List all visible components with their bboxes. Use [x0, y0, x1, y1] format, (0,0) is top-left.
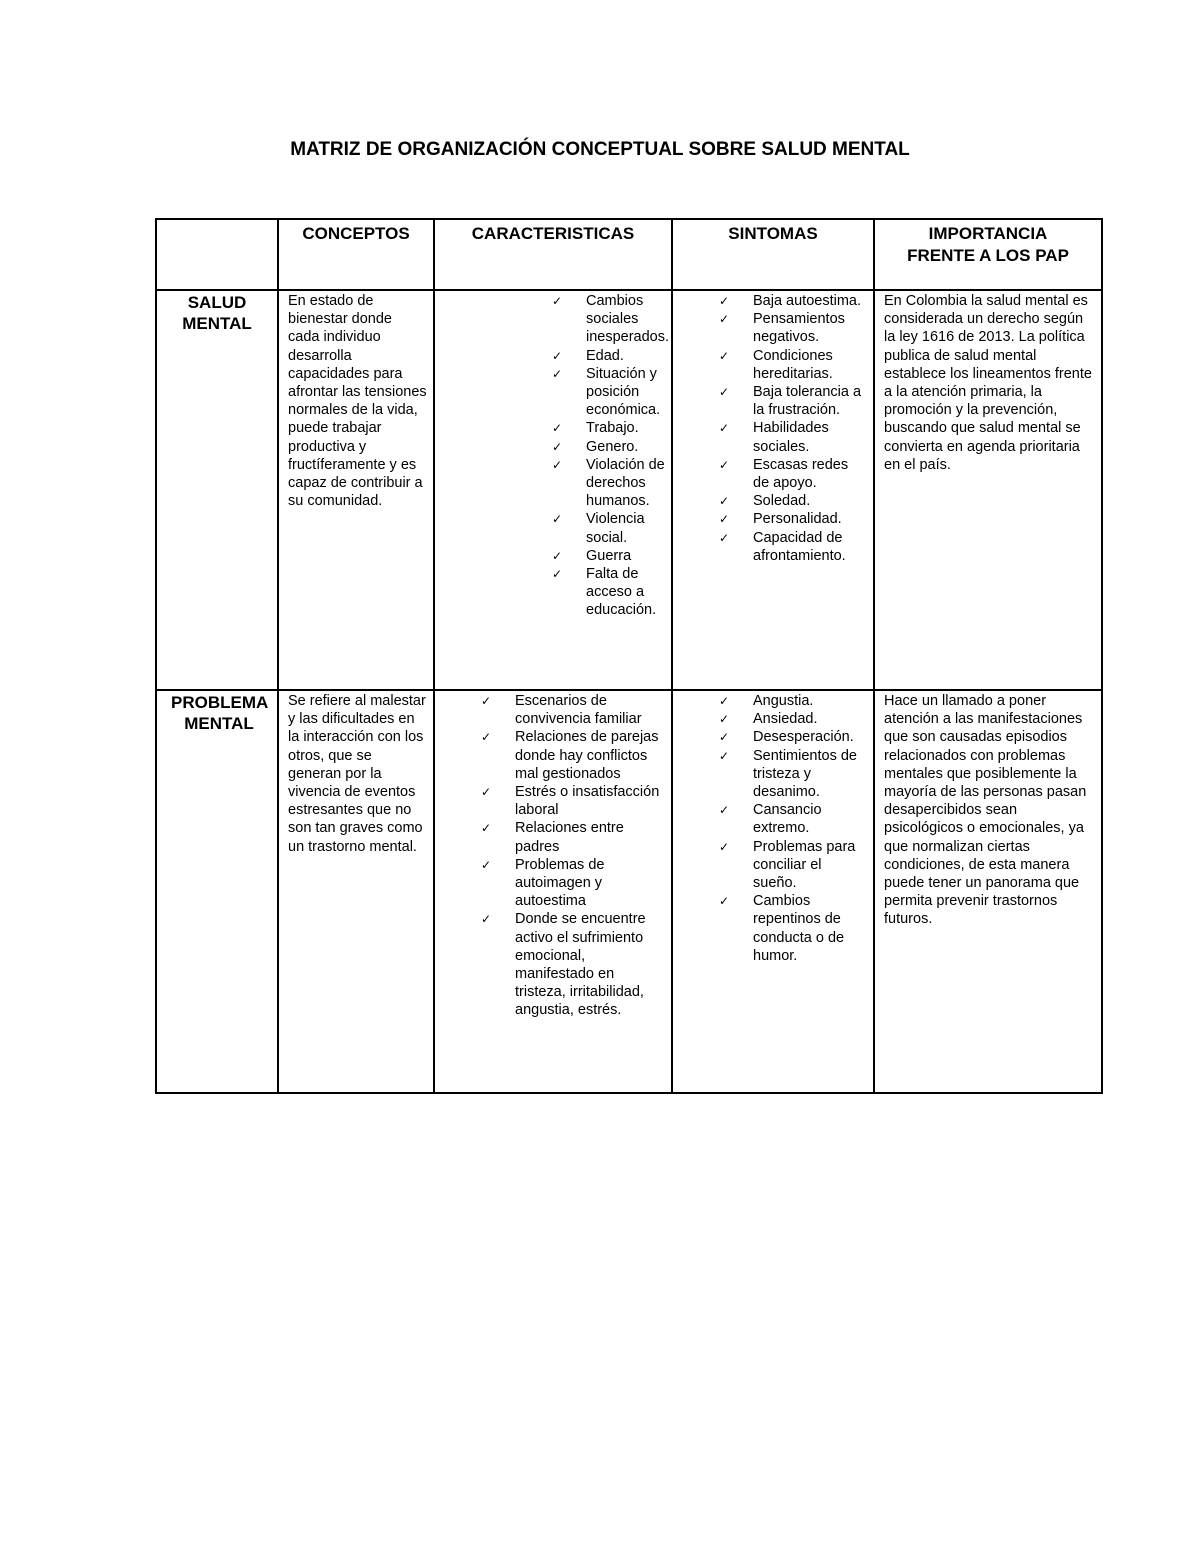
- document-title: MATRIZ DE ORGANIZACIÓN CONCEPTUAL SOBRE SALUD MENTAL: [290, 139, 910, 160]
- list-item: [719, 710, 867, 728]
- header-importancia: IMPORTANCIA FRENTE A LOS PAP: [874, 219, 1102, 290]
- caracteristicas-list: [435, 292, 671, 620]
- header-caracteristicas: CARACTERISTICAS: [434, 219, 672, 290]
- checkmark-icon: ✓: [552, 567, 563, 582]
- list-item-text: Pensamientos negativos.: [753, 311, 845, 346]
- checkmark-icon: ✓: [719, 530, 730, 545]
- list-item: [719, 310, 867, 346]
- list-item: [719, 747, 867, 802]
- checkmark-icon: ✓: [481, 694, 492, 708]
- list-item: [719, 510, 867, 528]
- header-sintomas: SINTOMAS: [672, 219, 874, 290]
- checkmark-icon: ✓: [719, 839, 730, 854]
- list-item: [719, 347, 867, 383]
- checkmark-icon: ✓: [719, 694, 730, 708]
- list-item: [481, 728, 665, 783]
- checkmark-icon: ✓: [552, 366, 563, 381]
- checkmark-icon: ✓: [719, 421, 730, 436]
- list-item-text: Personalidad.: [753, 511, 842, 528]
- checkmark-icon: ✓: [719, 712, 730, 727]
- list-item: [719, 801, 867, 837]
- header-empty-cell: [156, 219, 278, 290]
- list-item: [552, 438, 665, 456]
- checkmark-icon: ✓: [552, 439, 563, 454]
- list-item: [552, 292, 670, 347]
- checkmark-icon: ✓: [719, 312, 730, 327]
- checkmark-icon: ✓: [719, 385, 730, 400]
- list-item-text: Falta de acceso a educación.: [586, 566, 657, 619]
- concepto-cell: Se refiere al malestar y las dificultades en la interacción con los otros, que se generan por la vivencia de eventos estresantes que no son tan graves como un trastorno mental.: [278, 690, 434, 1093]
- list-item-text: Cansancio extremo.: [753, 802, 822, 837]
- list-item-text: Desesperación.: [753, 729, 854, 746]
- checkmark-icon: ✓: [719, 457, 730, 472]
- checkmark-icon: ✓: [481, 785, 492, 800]
- list-item: [552, 547, 665, 565]
- list-item-text: Baja autoestima.: [753, 293, 862, 309]
- list-item: [719, 292, 867, 310]
- list-item: [552, 419, 665, 437]
- importancia-cell: En Colombia la salud mental es considerada un derecho según la ley 1616 de 2013. La política publica de salud mental establece los lineamentos frente a la atención primaria, la promoción y la prevención, buscando que salud mental se convierta en agenda prioritaria en el país.: [874, 290, 1102, 690]
- sintomas-list: [673, 692, 873, 965]
- list-item-text: Habilidades sociales.: [753, 420, 829, 455]
- list-item: [719, 692, 867, 710]
- list-item-text: Situación y posición económica.: [586, 365, 661, 419]
- list-item-text: Baja tolerancia a la frustración.: [753, 384, 862, 419]
- list-item-text: Violencia social.: [586, 511, 645, 546]
- concept-matrix-table: [155, 218, 1103, 1094]
- list-item-text: Estrés o insatisfacción laboral: [515, 784, 660, 819]
- checkmark-icon: ✓: [552, 457, 563, 472]
- list-item: [481, 910, 665, 1019]
- checkmark-icon: ✓: [719, 348, 730, 363]
- list-item-text: Ansiedad.: [753, 711, 818, 728]
- list-item: [552, 565, 665, 620]
- list-item: [719, 492, 867, 510]
- list-item: [552, 347, 665, 365]
- sintomas-cell: [672, 690, 874, 1093]
- importancia-cell: Hace un llamado a poner atención a las manifestaciones que son causadas episodios relacionados con problemas mentales que posiblemente la mayoría de las personas pasan desapercibidos sean psicológicos o emocionales, ya que normalizan ciertas condiciones, de esta manera puede tener un panorama que permita prevenir trastornos futuros.: [874, 690, 1102, 1093]
- list-item-text: Sentimientos de tristeza y desanimo.: [753, 747, 857, 801]
- sintomas-list: [673, 292, 873, 565]
- list-item: [719, 456, 867, 492]
- caracteristicas-list: [435, 692, 671, 1020]
- checkmark-icon: ✓: [719, 730, 730, 745]
- list-item: [719, 838, 867, 893]
- row-label-salud-mental: SALUD MENTAL: [156, 290, 278, 690]
- list-item: [481, 819, 665, 855]
- checkmark-icon: ✓: [719, 512, 730, 527]
- list-item: [719, 728, 867, 746]
- row-label-problema-mental: PROBLEMA MENTAL: [156, 690, 278, 1093]
- checkmark-icon: ✓: [719, 494, 730, 509]
- list-item: [719, 383, 867, 419]
- list-item-text: Genero.: [586, 438, 639, 455]
- checkmark-icon: ✓: [552, 348, 563, 363]
- list-item-text: Violación de derechos humanos.: [586, 456, 665, 510]
- list-item-text: Relaciones entre padres: [515, 820, 624, 855]
- list-item: [552, 456, 665, 511]
- checkmark-icon: ✓: [481, 730, 492, 745]
- caracteristicas-cell: [434, 690, 672, 1093]
- checkmark-icon: ✓: [719, 803, 730, 818]
- checkmark-icon: ✓: [552, 548, 563, 563]
- checkmark-icon: ✓: [552, 421, 563, 436]
- list-item-text: Relaciones de parejas donde hay conflictos mal gestionados: [515, 729, 659, 782]
- list-item-text: Soledad.: [753, 493, 811, 510]
- checkmark-icon: ✓: [719, 894, 730, 909]
- list-item: [481, 783, 665, 819]
- list-item-text: Cambios repentinos de conducta o de humor.: [753, 893, 845, 964]
- checkmark-icon: ✓: [552, 294, 563, 308]
- checkmark-icon: ✓: [481, 912, 492, 927]
- list-item-text: Escasas redes de apoyo.: [753, 456, 849, 492]
- list-item-text: Problemas para conciliar el sueño.: [753, 838, 856, 892]
- list-item-text: Condiciones hereditarias.: [753, 347, 833, 382]
- list-item-text: Cambios sociales inesperados.: [586, 293, 670, 346]
- list-item: [481, 692, 665, 728]
- concepto-cell: En estado de bienestar donde cada individuo desarrolla capacidades para afrontar las tensiones normales de la vida, puede trabajar productiva y fructíferamente y es capaz de contribuir a su comunidad.: [278, 290, 434, 690]
- list-item: [719, 892, 867, 965]
- list-item-text: Escenarios de convivencia familiar: [515, 693, 642, 728]
- list-item-text: Trabajo.: [586, 420, 639, 437]
- checkmark-icon: ✓: [719, 294, 730, 308]
- checkmark-icon: ✓: [481, 821, 492, 836]
- caracteristicas-cell: [434, 290, 672, 690]
- header-row: [156, 219, 1102, 290]
- sintomas-cell: [672, 290, 874, 690]
- table-row: [156, 290, 1102, 690]
- list-item-text: Capacidad de afrontamiento.: [753, 529, 846, 564]
- list-item: [552, 365, 665, 420]
- checkmark-icon: ✓: [719, 748, 730, 763]
- list-item: [719, 529, 867, 565]
- checkmark-icon: ✓: [552, 512, 563, 527]
- header-conceptos: CONCEPTOS: [278, 219, 434, 290]
- checkmark-icon: ✓: [481, 857, 492, 872]
- table-row: [156, 690, 1102, 1093]
- list-item-text: Angustia.: [753, 693, 814, 709]
- list-item-text: Donde se encuentre activo el sufrimiento emocional, manifestado en tristeza, irritabilidad, angustia, estrés.: [515, 911, 646, 1019]
- list-item-text: Guerra: [586, 547, 632, 564]
- list-item-text: Edad.: [586, 347, 624, 364]
- list-item-text: Problemas de autoimagen y autoestima: [515, 856, 605, 910]
- list-item: [552, 510, 665, 546]
- list-item: [481, 856, 665, 911]
- list-item: [719, 419, 867, 455]
